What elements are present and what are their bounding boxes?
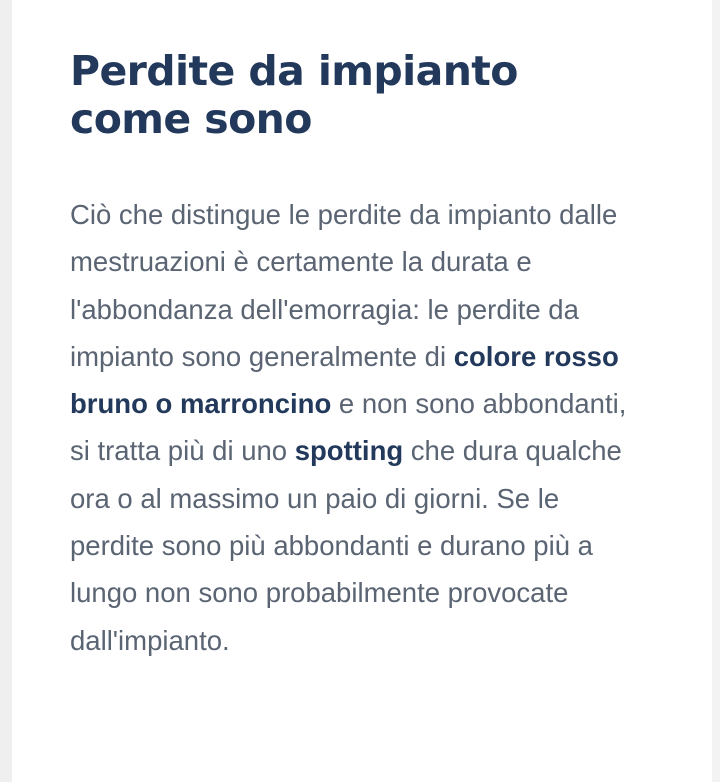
body-text: Ciò che distingue le perdite da impianto dalle mestruazioni è certamente la durata e l'abbondanza dell'emorragia: le perdite da impianto sono generalmente di — [70, 198, 618, 372]
article-content — [70, 0, 650, 664]
right-page-edge — [712, 0, 720, 782]
emphasis-text: colore rosso bruno o marroncino — [70, 340, 619, 420]
body-text: che dura qualche ora o al massimo un paio di giorni. Se le perdite sono più abbondanti e durano più a lungo non sono probabilmente provocate dall'impianto. — [70, 435, 622, 656]
emphasis-text: spotting — [294, 435, 404, 467]
article-paragraph — [70, 144, 650, 664]
page-title: Perdite da impianto come sono — [70, 47, 518, 143]
body-text: e non sono abbondanti, si tratta più di uno — [70, 388, 627, 467]
left-page-edge — [0, 0, 12, 782]
